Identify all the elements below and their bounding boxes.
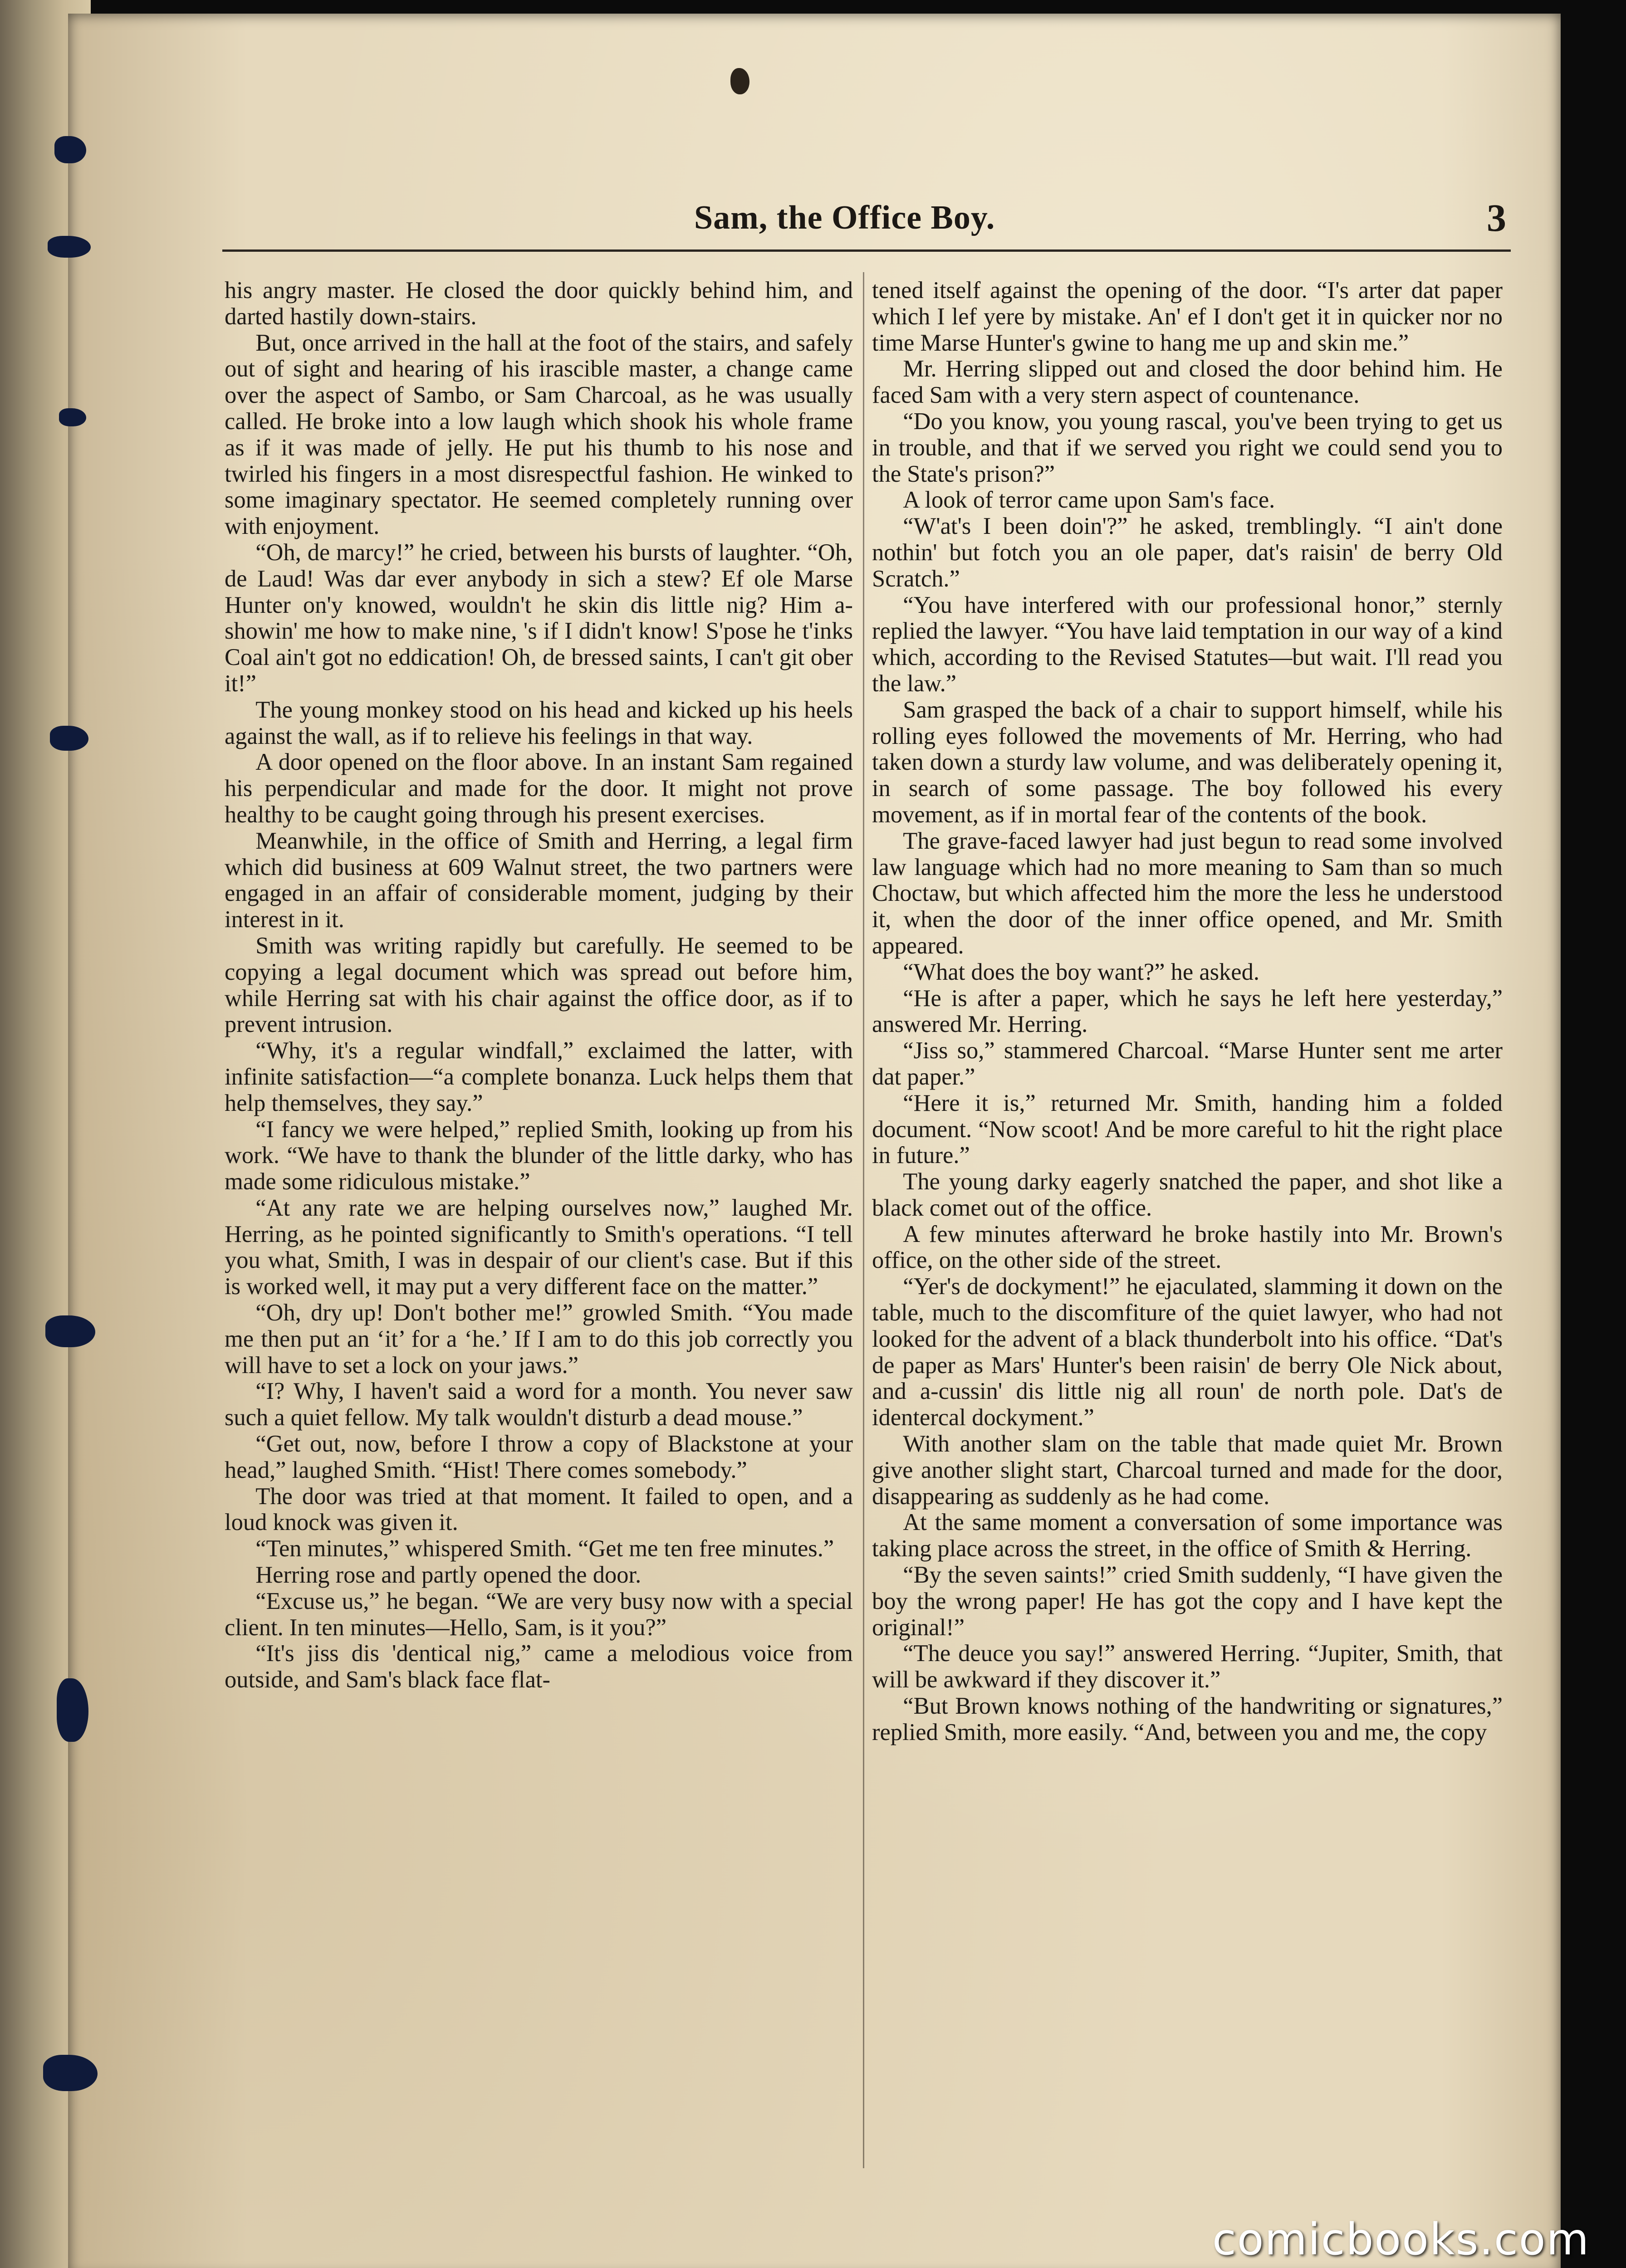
paragraph: “But Brown knows nothing of the handwriting or signatures,” replied Smith, more easily. “And, between you and me, the copy	[872, 1693, 1503, 1745]
paragraph: Sam grasped the back of a chair to support himself, while his rolling eyes followed the movements of Mr. Herring, who had taken down a sturdy law volume, and was deliberately opening it, in search of some passage. The boy followed his every movement, as if in mortal fear of the contents of the book.	[872, 696, 1503, 828]
paragraph: “It's jiss dis 'dentical nig,” came a melodious voice from outside, and Sam's black face flat-	[225, 1640, 853, 1693]
stitch-mark	[730, 68, 749, 94]
binding-tear	[45, 1315, 95, 1347]
paragraph: “Get out, now, before I throw a copy of Blackstone at your head,” laughed Smith. “Hist! There comes somebody.”	[225, 1431, 853, 1483]
paragraph: The door was tried at that moment. It failed to open, and a loud knock was given it.	[225, 1483, 853, 1536]
paragraph: “Ten minutes,” whispered Smith. “Get me ten free minutes.”	[255, 1535, 834, 1562]
paragraph: “Yer's de dockyment!” he ejaculated, slamming it down on the table, much to the discomfiture of the quiet lawyer, who had not looked for the advent of a black thunderbolt into his office. “Dat's de paper as Mars' Hunter's been raisin' de berry Ole Nick about, and a-cussin' dis little nig all roun' de north pole. Dat's de identercal dockyment.”	[872, 1273, 1503, 1431]
paragraph: tened itself against the opening of the door. “I's arter dat paper which I lef yere by mistake. An' ef I don't get it in quicker nor no time Marse Hunter's gwine to hang me up and skin me.”	[872, 278, 1503, 356]
paragraph: A door opened on the floor above. In an instant Sam regained his perpendicular and made for the door. It might not prove healthy to be caught going through his present exercises.	[225, 749, 853, 828]
binding-tear	[43, 2055, 98, 2091]
column-divider	[863, 272, 864, 2168]
paragraph: “Oh, de marcy!” he cried, between his bursts of laughter. “Oh, de Laud! Was dar ever anybody in sich a stew? Ef ole Marse Hunter on'y knowed, wouldn't he skin dis little nig? Him a-showin' me how to make nine, 's if I didn't know! S'pose he t'inks Coal ain't got no eddication! Oh, de bressed saints, I can't git ober it!”	[225, 539, 853, 697]
paragraph: “Excuse us,” he began. “We are very busy now with a special client. In ten minutes—Hello, Sam, is it you?”	[225, 1588, 853, 1641]
paragraph: A few minutes afterward he broke hastily into Mr. Brown's office, on the other side of the street.	[872, 1221, 1503, 1274]
paragraph: “What does the boy want?” he asked.	[903, 958, 1259, 985]
text-column-right	[872, 278, 1503, 2160]
binding-tear	[48, 236, 91, 258]
paragraph: Smith was writing rapidly but carefully. He seemed to be copying a legal document which was spread out before him, while Herring sat with his chair against the office door, as if to prevent intrusion.	[225, 932, 853, 1038]
paragraph: “By the seven saints!” cried Smith suddenly, “I have given the boy the wrong paper! He has got the copy and I have kept the original!”	[872, 1562, 1503, 1641]
paragraph: “Do you know, you young rascal, you've been trying to get us in trouble, and that if we served you right we could send you to the State's prison?”	[872, 408, 1503, 487]
page-number: 3	[1487, 196, 1506, 240]
paragraph: his angry master. He closed the door quickly behind him, and darted hastily down-stairs.	[225, 278, 853, 330]
paragraph: “At any rate we are helping ourselves now,” laughed Mr. Herring, as he pointed significantly to Smith's operations. “I tell you what, Smith, I was in despair of our client's case. But if this is worked well, it may put a very different face on the matter.”	[225, 1194, 853, 1300]
paragraph: “He is after a paper, which he says he left here yesterday,” answered Mr. Herring.	[872, 985, 1503, 1038]
binding-tear	[54, 136, 86, 163]
paragraph: But, once arrived in the hall at the foot of the stairs, and safely out of sight and hearing of his irascible master, a change came over the aspect of Sambo, or Sam Charcoal, as he was usually called. He broke into a low laugh which shook his whole frame as if it was made of jelly. He put his thumb to his nose and twirled his fingers in a most disrespectful fashion. He winked to some imaginary spectator. He seemed completely running over with enjoyment.	[225, 329, 853, 540]
watermark: comicbooks.com	[1212, 2214, 1590, 2265]
paragraph: “Here it is,” returned Mr. Smith, handing him a folded document. “Now scoot! And be more careful to hit the right place in future.”	[872, 1090, 1503, 1169]
binding-tear	[59, 408, 86, 426]
text-column-left	[225, 278, 853, 2160]
paragraph: “Oh, dry up! Don't bother me!” growled Smith. “You made me then put an ‘it’ for a ‘he.’ If I am to do this job correctly you will have to set a lock on your jaws.”	[225, 1300, 853, 1378]
paragraph: Herring rose and partly opened the door.	[255, 1562, 642, 1589]
paragraph: Mr. Herring slipped out and closed the door behind him. He faced Sam with a very stern aspect of countenance.	[872, 356, 1503, 409]
paragraph: With another slam on the table that made quiet Mr. Brown give another slight start, Charcoal turned and made for the door, disappearing as suddenly as he had come.	[872, 1431, 1503, 1510]
paragraph: At the same moment a conversation of some importance was taking place across the street, in the office of Smith & Herring.	[872, 1509, 1503, 1562]
paragraph: “W'at's I been doin'?” he asked, tremblingly. “I ain't done nothin' but fotch you an ole paper, dat's raisin' de berry Old Scratch.”	[872, 513, 1503, 592]
running-head	[222, 195, 1511, 252]
paragraph: The young monkey stood on his head and kicked up his heels against the wall, as if to relieve his feelings in that way.	[225, 696, 853, 749]
running-title: Sam, the Office Boy.	[694, 199, 995, 236]
paragraph: “I? Why, I haven't said a word for a month. You never saw such a quiet fellow. My talk wouldn't disturb a dead mouse.”	[225, 1378, 853, 1431]
binding-tear	[57, 1678, 88, 1742]
paragraph: The young darky eagerly snatched the paper, and shot like a black comet out of the office.	[872, 1168, 1503, 1221]
paragraph: “Why, it's a regular windfall,” exclaimed the latter, with infinite satisfaction—“a complete bonanza. Luck helps them that help themselves, they say.”	[225, 1037, 853, 1116]
paragraph: “The deuce you say!” answered Herring. “Jupiter, Smith, that will be awkward if they discover it.”	[872, 1640, 1503, 1693]
binding-tear	[50, 726, 88, 751]
paragraph: “Jiss so,” stammered Charcoal. “Marse Hunter sent me arter dat paper.”	[872, 1037, 1503, 1090]
paragraph: The grave-faced lawyer had just begun to read some involved law language which had no more meaning to Sam than so much Choctaw, but which affected him the more the less he understood it, when the door of the inner office opened, and Mr. Smith appeared.	[872, 827, 1503, 959]
paragraph: A look of terror came upon Sam's face.	[903, 487, 1275, 513]
paragraph: Meanwhile, in the office of Smith and Herring, a legal firm which did business at 609 Walnut street, the two partners were engaged in an affair of considerable moment, judging by their interest in it.	[225, 827, 853, 933]
paragraph: “I fancy we were helped,” replied Smith, looking up from his work. “We have to thank the blunder of the little darky, who has made some ridiculous mistake.”	[225, 1116, 853, 1195]
paragraph: “You have interfered with our professional honor,” sternly replied the lawyer. “You have laid temptation in our way of a kind which, according to the Revised Statutes—but wait. I'll read you the law.”	[872, 591, 1503, 697]
